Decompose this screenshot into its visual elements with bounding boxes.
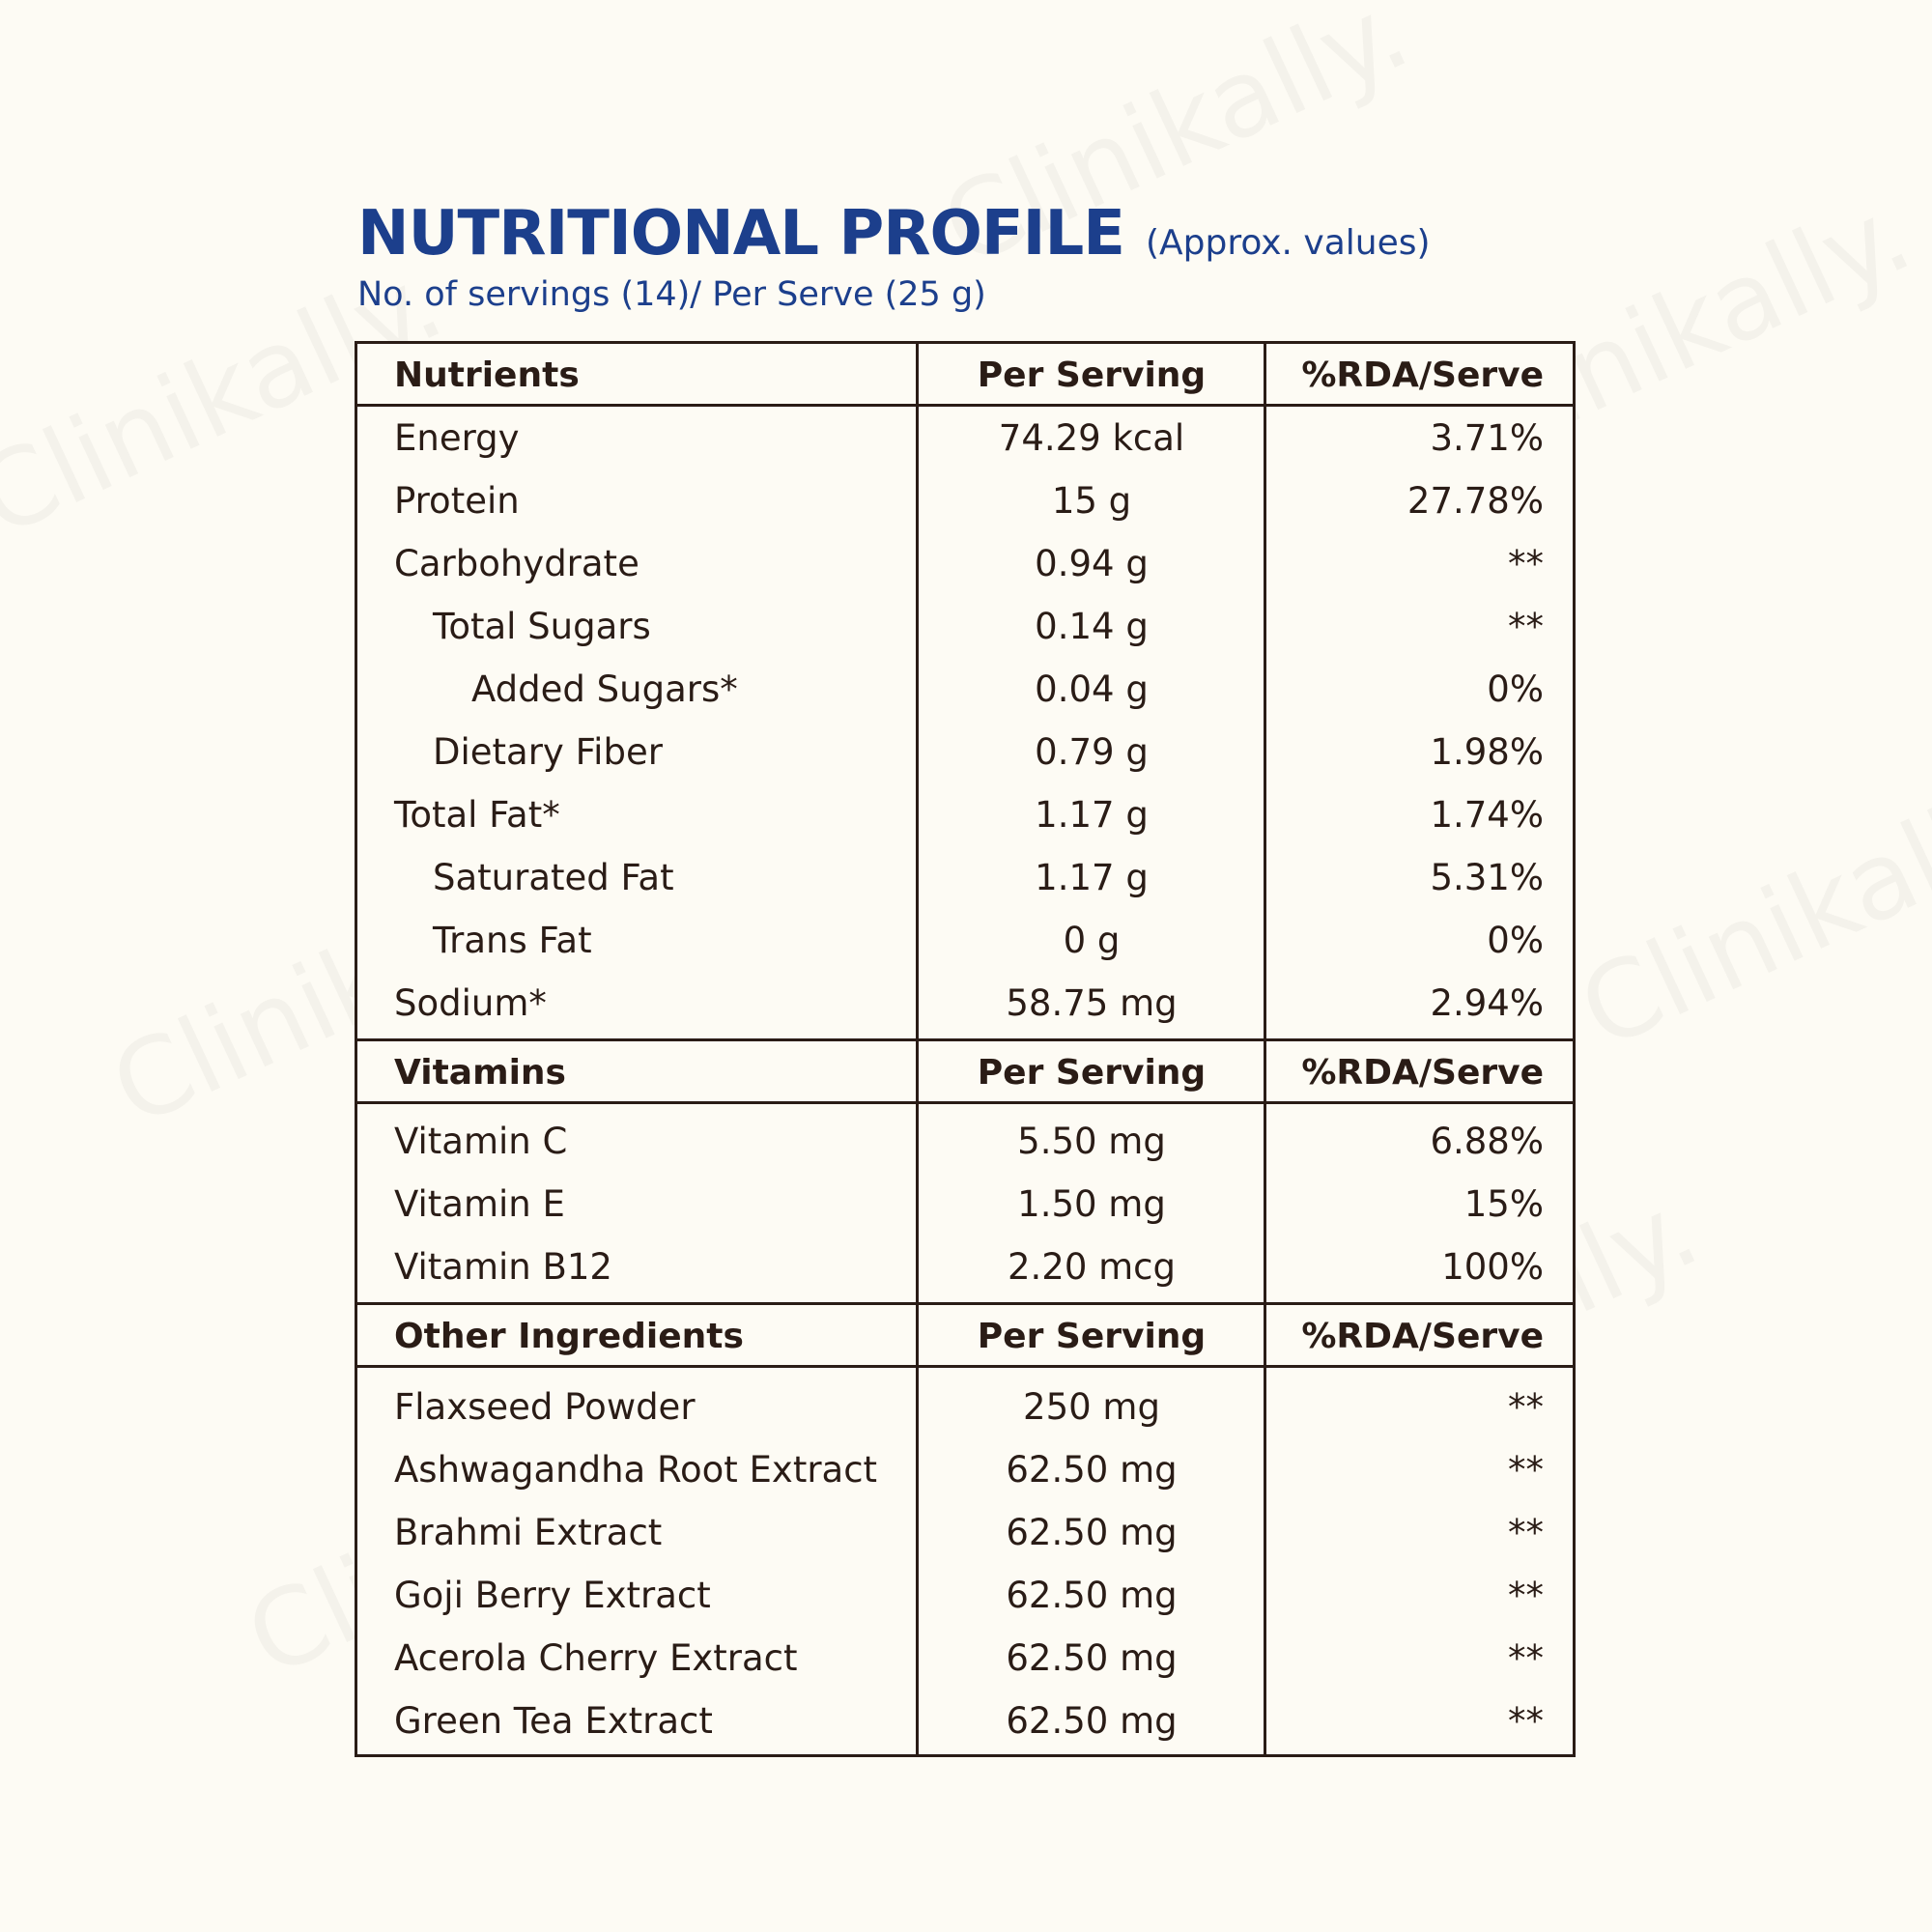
column-header-per-serving: Per Serving bbox=[977, 355, 1207, 395]
rda-value: ** bbox=[1508, 543, 1544, 584]
per-serving-value: 5.50 mg bbox=[1017, 1121, 1166, 1162]
per-serving-value: 62.50 mg bbox=[1006, 1700, 1178, 1742]
table-row bbox=[357, 1564, 1573, 1627]
table-row bbox=[357, 846, 1573, 909]
nutrient-name: Carbohydrate bbox=[394, 543, 639, 584]
nutrient-name: Goji Berry Extract bbox=[394, 1575, 711, 1616]
table-row bbox=[357, 469, 1573, 532]
table-row bbox=[357, 407, 1573, 469]
nutrient-name: Green Tea Extract bbox=[394, 1700, 713, 1742]
title-line bbox=[357, 198, 1431, 270]
section-header-row bbox=[357, 344, 1573, 407]
rda-value: 6.88% bbox=[1430, 1121, 1544, 1162]
per-serving-value: 0.04 g bbox=[1035, 668, 1149, 710]
per-serving-value: 74.29 kcal bbox=[998, 417, 1185, 459]
servings-info: No. of servings (14)/ Per Serve (25 g) bbox=[357, 275, 986, 314]
nutrient-name: Acerola Cherry Extract bbox=[394, 1637, 798, 1679]
column-header-per-serving: Per Serving bbox=[977, 1317, 1207, 1356]
per-serving-value: 0.94 g bbox=[1035, 543, 1149, 584]
per-serving-value: 0 g bbox=[1063, 920, 1121, 961]
table-row bbox=[357, 909, 1573, 972]
nutrient-name: Vitamin B12 bbox=[394, 1246, 612, 1288]
section-header-row bbox=[357, 1305, 1573, 1368]
nutrient-name: Saturated Fat bbox=[433, 857, 674, 898]
rda-value: 0% bbox=[1487, 668, 1544, 710]
rda-value: ** bbox=[1508, 1637, 1544, 1679]
nutrient-name: Added Sugars* bbox=[471, 668, 738, 710]
table-row bbox=[357, 1376, 1573, 1438]
table-row bbox=[357, 1173, 1573, 1236]
column-header-per-serving: Per Serving bbox=[977, 1053, 1207, 1093]
per-serving-value: 62.50 mg bbox=[1006, 1575, 1178, 1616]
nutrient-name: Vitamin E bbox=[394, 1183, 565, 1225]
table-row bbox=[357, 1627, 1573, 1690]
rda-value: 5.31% bbox=[1430, 857, 1544, 898]
page-title: NUTRITIONAL PROFILE bbox=[357, 198, 1124, 270]
per-serving-value: 62.50 mg bbox=[1006, 1512, 1178, 1553]
rda-value: ** bbox=[1508, 1512, 1544, 1553]
rda-value: 3.71% bbox=[1430, 417, 1544, 459]
per-serving-value: 1.17 g bbox=[1035, 857, 1149, 898]
per-serving-value: 1.50 mg bbox=[1017, 1183, 1166, 1225]
rda-value: 0% bbox=[1487, 920, 1544, 961]
nutrient-name: Dietary Fiber bbox=[433, 731, 663, 773]
column-header-name: Other Ingredients bbox=[394, 1317, 744, 1356]
nutrition-table bbox=[355, 341, 1576, 1757]
column-header-rda: %RDA/Serve bbox=[1301, 1317, 1544, 1356]
per-serving-value: 0.79 g bbox=[1035, 731, 1149, 773]
rda-value: 27.78% bbox=[1406, 480, 1544, 522]
per-serving-value: 15 g bbox=[1051, 480, 1132, 522]
nutrient-name: Flaxseed Powder bbox=[394, 1386, 696, 1428]
rda-value: ** bbox=[1508, 1449, 1544, 1491]
column-header-rda: %RDA/Serve bbox=[1301, 355, 1544, 395]
nutrient-name: Brahmi Extract bbox=[394, 1512, 663, 1553]
watermark bbox=[1562, 752, 1932, 1073]
nutrient-name: Vitamin C bbox=[394, 1121, 568, 1162]
table-row bbox=[357, 1236, 1573, 1298]
nutrient-name: Total Sugars bbox=[433, 606, 651, 647]
rda-value: 2.94% bbox=[1430, 982, 1544, 1024]
per-serving-value: 62.50 mg bbox=[1006, 1449, 1178, 1491]
table-row bbox=[357, 658, 1573, 721]
rda-value: ** bbox=[1508, 606, 1544, 647]
rda-value: 100% bbox=[1441, 1246, 1544, 1288]
nutrient-name: Trans Fat bbox=[433, 920, 592, 961]
rda-value: ** bbox=[1508, 1575, 1544, 1616]
table-row bbox=[357, 972, 1573, 1035]
per-serving-value: 2.20 mcg bbox=[1007, 1246, 1176, 1288]
rda-value: 1.74% bbox=[1430, 794, 1544, 836]
rda-value: ** bbox=[1508, 1700, 1544, 1742]
table-row bbox=[357, 1690, 1573, 1752]
per-serving-value: 62.50 mg bbox=[1006, 1637, 1178, 1679]
nutrient-name: Ashwagandha Root Extract bbox=[394, 1449, 878, 1491]
table-row bbox=[357, 532, 1573, 595]
table-row bbox=[357, 783, 1573, 846]
table-row bbox=[357, 595, 1573, 658]
nutrient-name: Energy bbox=[394, 417, 520, 459]
table-row bbox=[357, 1501, 1573, 1564]
table-row bbox=[357, 721, 1573, 783]
rda-value: 1.98% bbox=[1430, 731, 1544, 773]
header-divider bbox=[357, 1101, 1573, 1104]
nutrient-name: Protein bbox=[394, 480, 520, 522]
per-serving-value: 250 mg bbox=[1023, 1386, 1160, 1428]
column-header-name: Vitamins bbox=[394, 1053, 566, 1093]
nutrient-name: Sodium* bbox=[394, 982, 547, 1024]
section-header-row bbox=[357, 1041, 1573, 1104]
profile-header bbox=[357, 198, 1431, 314]
column-header-name: Nutrients bbox=[394, 355, 580, 395]
table-row bbox=[357, 1110, 1573, 1173]
rda-value: 15% bbox=[1463, 1183, 1544, 1225]
table-row bbox=[357, 1438, 1573, 1501]
header-divider bbox=[357, 1365, 1573, 1368]
per-serving-value: 1.17 g bbox=[1035, 794, 1149, 836]
per-serving-value: 58.75 mg bbox=[1006, 982, 1178, 1024]
nutrient-name: Total Fat* bbox=[394, 794, 560, 836]
per-serving-value: 0.14 g bbox=[1035, 606, 1149, 647]
column-header-rda: %RDA/Serve bbox=[1301, 1053, 1544, 1093]
approx-note: (Approx. values) bbox=[1145, 223, 1431, 263]
rda-value: ** bbox=[1508, 1386, 1544, 1428]
